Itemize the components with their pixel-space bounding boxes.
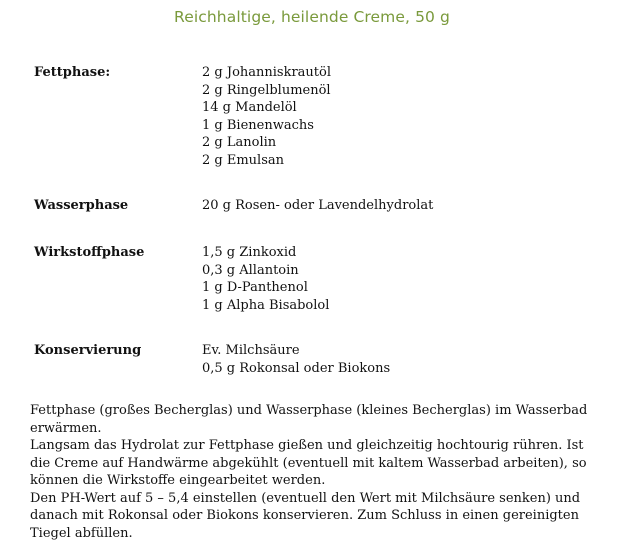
ingredient-list bbox=[202, 64, 331, 169]
ingredient-item: 0,5 g Rokonsal oder Biokons bbox=[202, 360, 391, 376]
ingredient-item: 20 g Rosen- oder Lavendelhydrolat bbox=[202, 198, 434, 213]
ingredient-item: 1 g Alpha Bisabolol bbox=[202, 297, 330, 313]
instructions bbox=[30, 402, 598, 542]
ingredient-item: 1,5 g Zinkoxid bbox=[202, 245, 297, 260]
ingredient-item: 14 g Mandelöl bbox=[202, 100, 297, 115]
ingredient-item: 2 g Lanolin bbox=[202, 135, 277, 150]
recipe-title: Reichhaltige, heilende Creme, 50 g bbox=[174, 8, 450, 26]
ingredient-item: 2 g Johanniskrautöl bbox=[202, 65, 332, 80]
ingredient-item: 1 g Bienenwachs bbox=[202, 117, 314, 133]
ingredient-list bbox=[202, 342, 390, 377]
ingredient-list bbox=[202, 197, 433, 215]
ingredient-item: 2 g Ringelblumenöl bbox=[202, 82, 331, 98]
section-label: Wirkstoffphase bbox=[34, 245, 145, 260]
ingredient-item: 1 g D-Panthenol bbox=[202, 280, 308, 295]
ingredient-item: Ev. Milchsäure bbox=[202, 343, 300, 358]
instruction-paragraph: Fettphase (großes Becherglas) und Wasserphase (kleines Becherglas) im Wasserbad erwärmen. bbox=[30, 403, 588, 436]
section-label: Fettphase: bbox=[34, 65, 111, 80]
instruction-paragraph: Langsam das Hydrolat zur Fettphase gießen und gleichzeitig hochtourig rühren. Ist die Creme auf Handwärme abgekühlt (eventuell mit kaltem Wasserbad arbeiten), so können die Wirkstoffe eingearbeitet werden. bbox=[30, 438, 587, 488]
ingredient-list bbox=[202, 244, 329, 314]
section-label: Wasserphase bbox=[34, 198, 129, 213]
ingredient-item: 0,3 g Allantoin bbox=[202, 262, 299, 278]
instruction-paragraph: Den PH-Wert auf 5 – 5,4 einstellen (eventuell den Wert mit Milchsäure senken) und danach mit Rokonsal oder Biokons konservieren. Zum Schluss in einen gereinigten Tiegel abfüllen. bbox=[30, 490, 581, 541]
section-label: Konservierung bbox=[34, 343, 142, 358]
ingredient-item: 2 g Emulsan bbox=[202, 152, 284, 168]
